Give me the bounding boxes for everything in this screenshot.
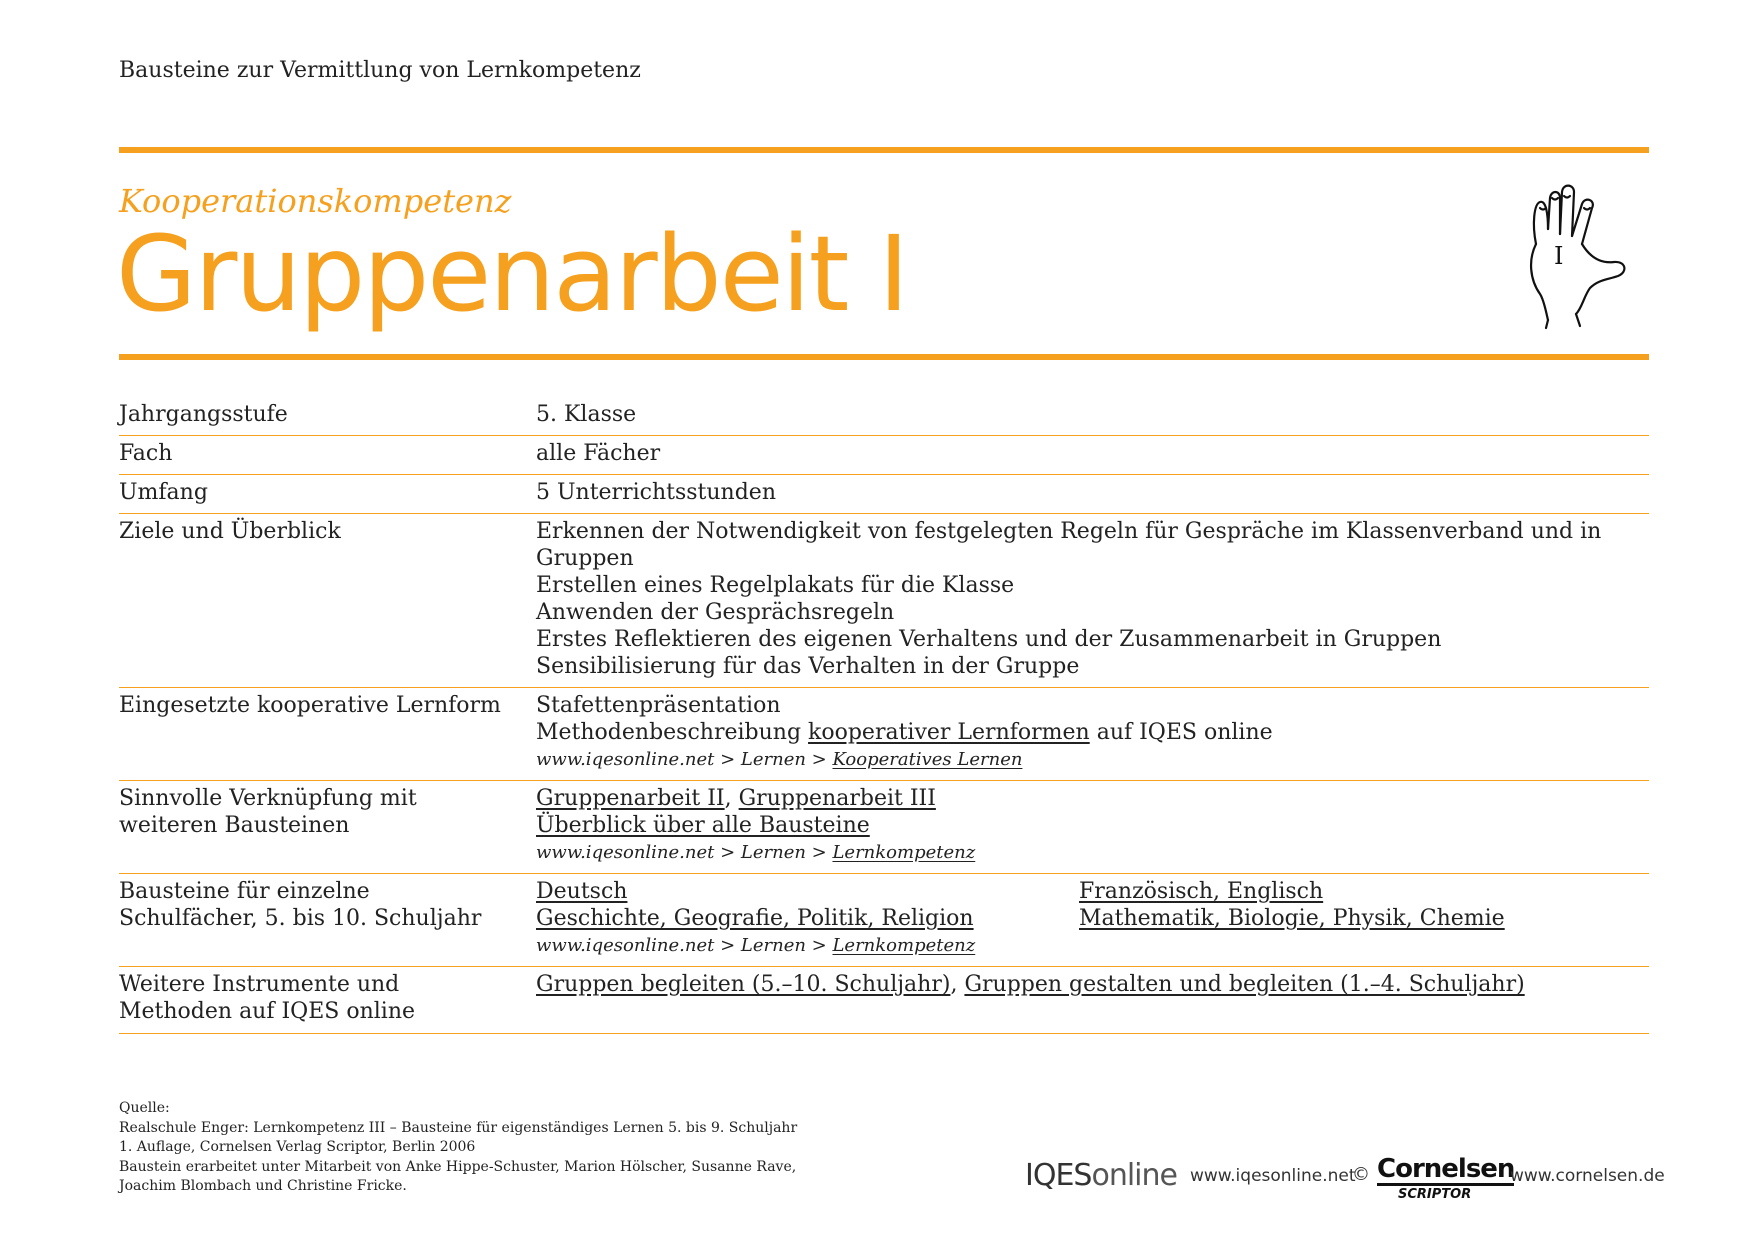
nav-path (536, 839, 1649, 866)
kooperative-lernformen-link[interactable]: kooperativer Lernformen (808, 720, 1090, 745)
source-line: Realschule Enger: Lernkompetenz III – Bausteine für eigenständiges Lernen 5. bis 9. Schuljahr (119, 1119, 798, 1136)
path-prefix: www.iqesonline.net > Lernen > (536, 842, 833, 863)
row-label: Fach (119, 441, 173, 466)
path-prefix: www.iqesonline.net > Lernen > (536, 935, 833, 956)
goal-item: Erstellen eines Regelplakats für die Klasse (536, 573, 1015, 598)
iqes-url[interactable]: www.iqesonline.net (1190, 1166, 1356, 1186)
source-note (119, 1099, 797, 1197)
row-label: Ziele und Überblick (119, 519, 341, 544)
subject-column (536, 878, 1079, 932)
source-line: Joachim Blombach und Christine Fricke. (119, 1178, 407, 1194)
row-label: Umfang (119, 480, 208, 505)
table-row-subject (119, 436, 1649, 475)
iqes-logo-a: IQES (1025, 1158, 1092, 1193)
separator: , (724, 786, 739, 811)
gruppen-begleiten-link[interactable]: Gruppen begleiten (5.–10. Schuljahr) (536, 972, 951, 997)
gruppen-gestalten-link[interactable]: Gruppen gestalten und begleiten (1.–4. Schuljahr) (964, 972, 1525, 997)
row-value: alle Fächer (536, 441, 661, 466)
nav-path (536, 746, 1649, 773)
scriptor-label: SCRIPTOR (1398, 1187, 1472, 1202)
module-title: Gruppenarbeit I (116, 213, 908, 335)
label-line: Weitere Instrumente und (119, 972, 400, 997)
table-row-subjects (119, 874, 1649, 967)
goal-item: Sensibilisierung für das Verhalten in der Gruppe (536, 654, 1080, 679)
info-table (119, 397, 1649, 1034)
row-value (536, 971, 1649, 1025)
row-label (119, 971, 519, 1025)
top-divider (119, 147, 1649, 153)
subject-column (1079, 878, 1649, 932)
label-line: Methoden auf IQES online (119, 999, 416, 1024)
desc-suffix: auf IQES online (1089, 720, 1273, 745)
label-line: Sinnvolle Verknüpfung mit (119, 786, 417, 811)
geschichte-link[interactable]: Geschichte, Geografie, Politik, Religion (536, 906, 974, 931)
source-line: Baustein erarbeitet unter Mitarbeit von Anke Hippe-Schuster, Marion Hölscher, Susanne Rave, (119, 1158, 797, 1175)
table-row-goals (119, 514, 1649, 688)
row-label (119, 878, 519, 932)
goal-item: Erstes Reflektieren des eigenen Verhaltens und der Zusammenarbeit in Gruppen (536, 627, 1442, 652)
method-name: Stafettenpräsentation (536, 693, 781, 718)
iqes-logo-b: online (1091, 1158, 1177, 1193)
label-line: Bausteine für einzelne (119, 879, 370, 904)
hand-numeral: I (1554, 242, 1564, 270)
table-row-links (119, 781, 1649, 874)
row-label (119, 785, 519, 839)
label-line: weiteren Bausteinen (119, 813, 350, 838)
mathematik-link[interactable]: Mathematik, Biologie, Physik, Chemie (1079, 906, 1505, 931)
lernkompetenz-link[interactable]: Lernkompetenz (832, 842, 976, 863)
method-description (536, 719, 1649, 746)
goal-item: Anwenden der Gesprächsregeln (536, 600, 895, 625)
cornelsen-url[interactable]: www.cornelsen.de (1510, 1166, 1665, 1186)
copyright-symbol: © (1352, 1164, 1370, 1185)
table-row-method (119, 688, 1649, 781)
row-label: Eingesetzte kooperative Lernform (119, 693, 501, 718)
row-value (536, 785, 1649, 866)
table-row-tools (119, 967, 1649, 1034)
lernkompetenz-link[interactable]: Lernkompetenz (832, 935, 976, 956)
subject-columns (536, 878, 1649, 932)
goal-item: Erkennen der Notwendigkeit von festgelegten Regeln für Gespräche im Klassenverband und in Gruppen (536, 519, 1602, 571)
source-line: 1. Auflage, Cornelsen Verlag Scriptor, Berlin 2006 (119, 1139, 476, 1155)
row-value (536, 692, 1649, 773)
table-row-scope (119, 475, 1649, 514)
row-value (536, 878, 1649, 959)
table-row-grade (119, 397, 1649, 436)
franzoesisch-link[interactable]: Französisch, Englisch (1079, 879, 1324, 904)
row-value: 5 Unterrichtsstunden (536, 480, 776, 505)
module-subtitle: Kooperationskompetenz (119, 182, 512, 220)
source-line: Quelle: (119, 1100, 170, 1116)
gruppenarbeit-3-link[interactable]: Gruppenarbeit III (738, 786, 936, 811)
row-label: Jahrgangsstufe (119, 402, 288, 427)
gruppenarbeit-2-link[interactable]: Gruppenarbeit II (536, 786, 725, 811)
hand-icon (1518, 184, 1648, 332)
goals-list (536, 518, 1649, 680)
kooperatives-lernen-link[interactable]: Kooperatives Lernen (832, 749, 1023, 770)
label-line: Schulfächer, 5. bis 10. Schuljahr (119, 906, 482, 931)
deutsch-link[interactable]: Deutsch (536, 879, 628, 904)
nav-path (536, 932, 1649, 959)
module-links (536, 785, 1649, 812)
row-value: 5. Klasse (536, 402, 637, 427)
bottom-divider (119, 354, 1649, 360)
iqes-logo (1025, 1158, 1177, 1193)
desc-prefix: Methodenbeschreibung (536, 720, 809, 745)
cornelsen-logo: Cornelsen (1377, 1154, 1515, 1184)
series-title: Bausteine zur Vermittlung von Lernkompetenz (119, 58, 641, 83)
overview-link[interactable]: Überblick über alle Bausteine (536, 813, 870, 838)
overview-line (536, 812, 1649, 839)
path-prefix: www.iqesonline.net > Lernen > (536, 749, 833, 770)
separator: , (950, 972, 965, 997)
